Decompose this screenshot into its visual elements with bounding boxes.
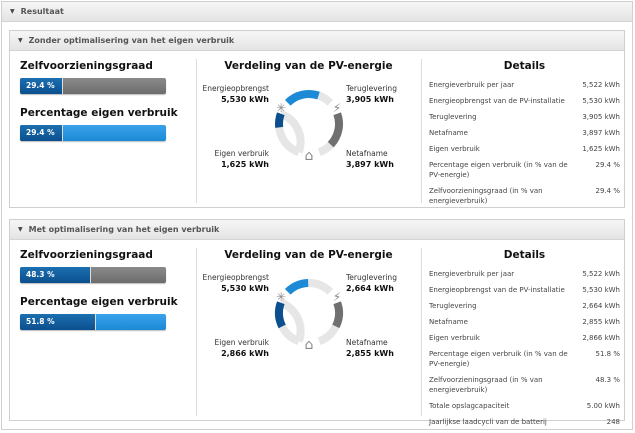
progress-fill: 29.4 % <box>20 125 63 141</box>
details-label: Netafname <box>429 129 468 137</box>
details-value: 48.3 % <box>595 376 620 384</box>
details-value: 2,855 kWh <box>582 318 620 326</box>
netafname-label: Netafname 3,897 kWh <box>346 149 394 169</box>
details-row <box>429 417 620 427</box>
eigen-arc-fill <box>279 303 282 327</box>
details-title: Details <box>503 60 546 72</box>
pv-title: Verdeling van de PV-energie <box>224 60 393 72</box>
details-row <box>429 333 620 343</box>
details-value: 5,530 kWh <box>582 97 620 105</box>
details-row <box>429 128 620 138</box>
details-label: Percentage eigen verbruik (in % van de PV-energie) <box>429 161 568 179</box>
details-row <box>429 160 620 180</box>
section-title: Zonder optimalisering van het eigen verbruik <box>28 36 235 45</box>
details-label: Percentage eigen verbruik (in % van de PV-energie) <box>429 350 568 368</box>
details-value: 29.4 % <box>595 161 620 169</box>
opbrengst-arc-fill <box>288 283 308 292</box>
progress-bar <box>20 314 166 330</box>
details-row <box>429 375 620 395</box>
pv-ring <box>269 273 349 353</box>
pv-ring <box>269 84 349 164</box>
details-row <box>429 112 620 122</box>
result-section <box>9 30 625 208</box>
details-label: Zelfvoorzieningsgraad (in % van energieverbruik) <box>429 187 543 205</box>
result-title: Resultaat <box>20 7 64 16</box>
pv-title: Verdeling van de PV-energie <box>224 249 393 261</box>
details-value: 248 <box>606 418 620 426</box>
collapse-triangle-icon[interactable]: ▼ <box>18 226 23 233</box>
details-label: Jaarlijkse laadcycli van de batterij <box>429 418 547 426</box>
details-row <box>429 186 620 206</box>
progress-fill: 51.8 % <box>20 314 96 330</box>
opbrengst-label: Energieopbrengst 5,530 kWh <box>202 84 269 104</box>
result-header[interactable] <box>2 2 632 22</box>
details-row <box>429 285 620 295</box>
collapse-triangle-icon[interactable]: ▼ <box>10 8 15 15</box>
details-label: Netafname <box>429 318 468 326</box>
eigen-verbruik-label: Eigen verbruik 2,866 kWh <box>214 338 269 358</box>
opbrengst-label: Energieopbrengst 5,530 kWh <box>202 273 269 293</box>
details-row <box>429 80 620 90</box>
progress-fill: 48.3 % <box>20 267 91 283</box>
details-row <box>429 96 620 106</box>
details-value: 51.8 % <box>595 350 620 358</box>
progress-fill: 29.4 % <box>20 78 63 94</box>
section-title: Met optimalisering van het eigen verbruik <box>28 225 220 234</box>
details-value: 5.00 kWh <box>586 402 620 410</box>
details-row <box>429 317 620 327</box>
details-value: 5,522 kWh <box>582 81 620 89</box>
bar-label: Zelfvoorzieningsgraad <box>20 60 153 72</box>
teruglevering-label: Teruglevering 3,905 kWh <box>346 84 397 104</box>
section-header[interactable] <box>10 220 624 240</box>
details-label: Teruglevering <box>429 113 477 121</box>
eigen-arc-fill <box>279 114 281 128</box>
house-icon: ⌂ <box>304 337 314 353</box>
details-row <box>429 349 620 369</box>
progress-bar <box>20 267 166 283</box>
power-tower-icon: ⚡ <box>332 290 342 304</box>
bar-label: Percentage eigen verbruik <box>20 107 178 119</box>
bar-label: Percentage eigen verbruik <box>20 296 178 308</box>
details-label: Energieopbrengst van de PV-installatie <box>429 97 565 105</box>
details-value: 2,866 kWh <box>582 334 620 342</box>
bar-label: Zelfvoorzieningsgraad <box>20 249 153 261</box>
details-value: 2,664 kWh <box>582 302 620 310</box>
details-label: Energieverbruik per jaar <box>429 81 515 89</box>
details-row <box>429 144 620 154</box>
opbrengst-arc-fill <box>288 94 319 103</box>
power-tower-icon: ⚡ <box>332 101 342 115</box>
netafname-arc-fill <box>331 114 339 145</box>
details-label: Eigen verbruik <box>429 145 480 153</box>
details-row <box>429 269 620 279</box>
collapse-triangle-icon[interactable]: ▼ <box>18 37 23 44</box>
details-label: Totale opslagcapaciteit <box>429 402 510 410</box>
details-value: 5,530 kWh <box>582 286 620 294</box>
details-label: Eigen verbruik <box>429 334 480 342</box>
section-header[interactable] <box>10 31 624 51</box>
sun-icon: ✳ <box>275 101 287 115</box>
details-title: Details <box>503 249 546 261</box>
details-label: Zelfvoorzieningsgraad (in % van energieverbruik) <box>429 376 543 394</box>
divider <box>196 59 197 203</box>
details-value: 1,625 kWh <box>582 145 620 153</box>
details-row <box>429 401 620 411</box>
netafname-arc-fill <box>336 303 339 327</box>
result-section <box>9 219 625 426</box>
details-row <box>429 301 620 311</box>
eigen-verbruik-label: Eigen verbruik 1,625 kWh <box>214 149 269 169</box>
details-label: Energieopbrengst van de PV-installatie <box>429 286 565 294</box>
netafname-label: Netafname 2,855 kWh <box>346 338 394 358</box>
details-value: 5,522 kWh <box>582 270 620 278</box>
teruglevering-label: Teruglevering 2,664 kWh <box>346 273 397 293</box>
details-value: 3,905 kWh <box>582 113 620 121</box>
details-label: Energieverbruik per jaar <box>429 270 515 278</box>
house-icon: ⌂ <box>304 148 314 164</box>
details-label: Teruglevering <box>429 302 477 310</box>
details-value: 3,897 kWh <box>582 129 620 137</box>
sun-icon: ✳ <box>275 290 287 304</box>
progress-bar <box>20 125 166 141</box>
details-value: 29.4 % <box>595 187 620 195</box>
progress-bar <box>20 78 166 94</box>
